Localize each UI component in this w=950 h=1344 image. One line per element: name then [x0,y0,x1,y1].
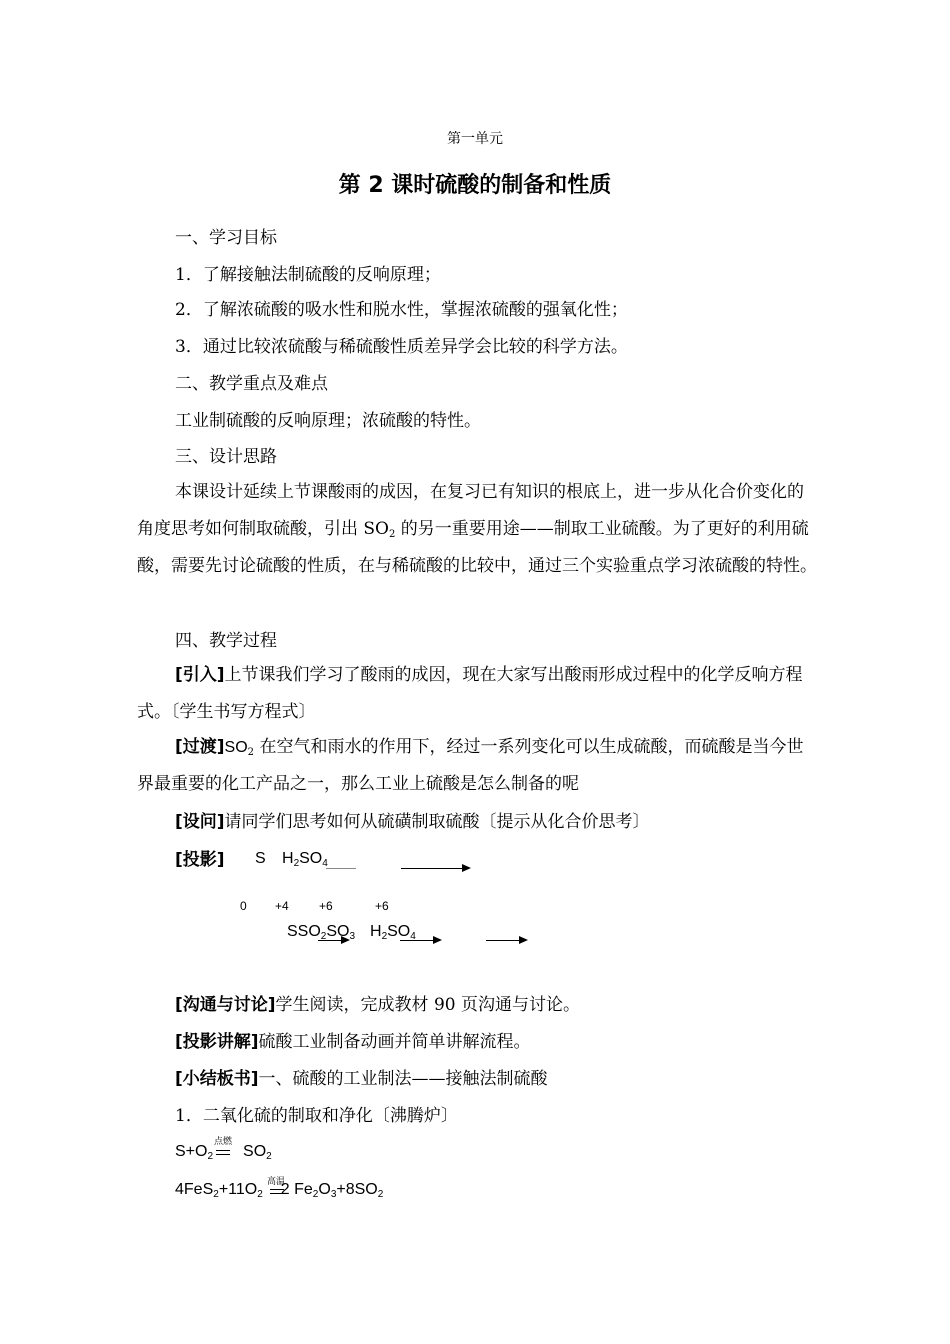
projection-tag: [投影] [175,850,225,870]
chain-sub-2: 3 [349,931,356,942]
eq1-reactants: S+O [175,1143,208,1160]
eq2-sub-3: 2 [312,1189,319,1200]
transition-so: SO [224,739,248,756]
explain-tag: [投影讲解] [175,1032,259,1052]
eq2-sub-4: 3 [330,1189,337,1200]
ox-state-2: +6 [319,899,333,913]
intro-paragraph [137,657,817,731]
projection-underline [326,868,356,869]
eq2-o: +11O [218,1181,258,1198]
discuss-line [175,993,580,1017]
summary-text: 一、硫酸的工业制法——接触法制硫酸 [258,1069,548,1089]
objectives-heading: 一、学习目标 [175,228,277,248]
eq2-sub-1: 2 [213,1189,219,1200]
explain-text: 硫酸工业制备动画并简单讲解流程。 [258,1032,531,1052]
design-sub: 2 [389,529,396,540]
transition-paragraph [137,729,817,803]
chain-so4: SO [387,923,411,940]
chain-sub-3: 2 [381,931,388,942]
summary-line [175,1067,548,1091]
projection-h2so4 [282,850,328,868]
ox-state-3: +6 [375,899,389,913]
question-line [175,810,650,834]
question-text: 请同学们思考如何从硫磺制取硫酸〔提示从化合价思考〕 [224,812,650,832]
eq1-product-sub: 2 [266,1151,272,1162]
projection-line [175,848,225,872]
reaction-chain-product [370,923,416,941]
objective-item-1: 1．了解接触法制硫酸的反响原理； [175,265,441,285]
eq2-sub-2: 2 [257,1189,263,1200]
chain-so: SO [326,923,350,940]
intro-tag: [引入] [175,665,225,685]
projection-so-sub: 4 [322,858,328,869]
eq2-equals-sign [270,1189,284,1194]
design-text-a: 本课设计延续上节课酸雨的成因，在复习已有知识的根底上，进一步从化合价变化的角度思考如何制取硫酸，引出 SO [137,482,804,539]
eq1-sub: 2 [207,1151,214,1162]
design-text-b: 的另一重要用途——制取工业硫酸。为了更好的利用硫酸，需要先讨论硫酸的性质，在与稀硫酸的比较中，通过三个实验重点学习浓硫酸的特性。 [137,519,817,576]
projection-h: H [282,850,294,867]
step-1: 1．二氧化硫的制取和净化〔沸腾炉〕 [175,1106,458,1126]
eq2-fe: 2 Fe [280,1181,313,1198]
summary-tag: [小结板书] [175,1069,259,1089]
design-paragraph [137,474,817,585]
ox-state-0: 0 [240,899,247,913]
eq2-condition: 高温 [267,1177,286,1187]
page-title: 第 2 课时硫酸的制备和性质 [338,173,612,198]
chain-arrow-3 [486,940,526,941]
projection-arrow [401,868,469,869]
eq2-o3: O [318,1181,331,1198]
process-heading: 四、教学过程 [175,631,277,651]
intro-text: 上节课我们学习了酸雨的成因，现在大家写出酸雨形成过程中的化学反响方程式。〔学生书写方程式〕 [137,665,803,722]
chain-sub-4: 4 [410,931,416,942]
transition-text: 在空气和雨水的作用下，经过一系列变化可以生成硫酸，而硫酸是当今世界最重要的化工产品之一，那么工业上硫酸是怎么制备的呢 [137,737,804,794]
projection-h-sub: 2 [293,858,300,869]
discuss-text: 学生阅读，完成教材 90 页沟通与讨论。 [275,995,580,1015]
eq2-sub-5: 2 [377,1189,384,1200]
eq1-product: SO [243,1143,267,1160]
transition-tag: [过渡] [175,737,225,757]
transition-sub: 2 [247,747,255,758]
ox-state-1: +4 [275,899,289,913]
eq1-condition: 点燃 [214,1137,233,1147]
chain-arrow-2 [400,940,440,941]
chain-h: H [370,923,382,940]
objective-item-3: 3．通过比较浓硫酸与稀硫酸性质差异学会比较的科学方法。 [175,337,628,357]
explain-line [175,1030,531,1054]
objective-item-2: 2．了解浓硫酸的吸水性和脱水性，掌握浓硫酸的强氧化性； [175,300,628,320]
eq2-so: +8SO [336,1181,378,1198]
projection-s: S [255,850,266,867]
design-heading: 三、设计思路 [175,447,277,467]
eq1-equals-sign [216,1150,230,1155]
key-points-heading: 二、教学重点及难点 [175,374,328,394]
eq2-fes: 4FeS [175,1181,214,1198]
projection-so: SO [299,850,323,867]
unit-label: 第一单元 [447,131,503,147]
discuss-tag: [沟通与讨论] [175,995,276,1015]
chain-sso: SSO [287,923,321,940]
chain-sub-1: 2 [320,931,327,942]
question-tag: [设问] [175,812,225,832]
chain-arrow-1 [318,940,348,941]
key-points-text: 工业制硫酸的反响原理；浓硫酸的特性。 [175,411,481,431]
